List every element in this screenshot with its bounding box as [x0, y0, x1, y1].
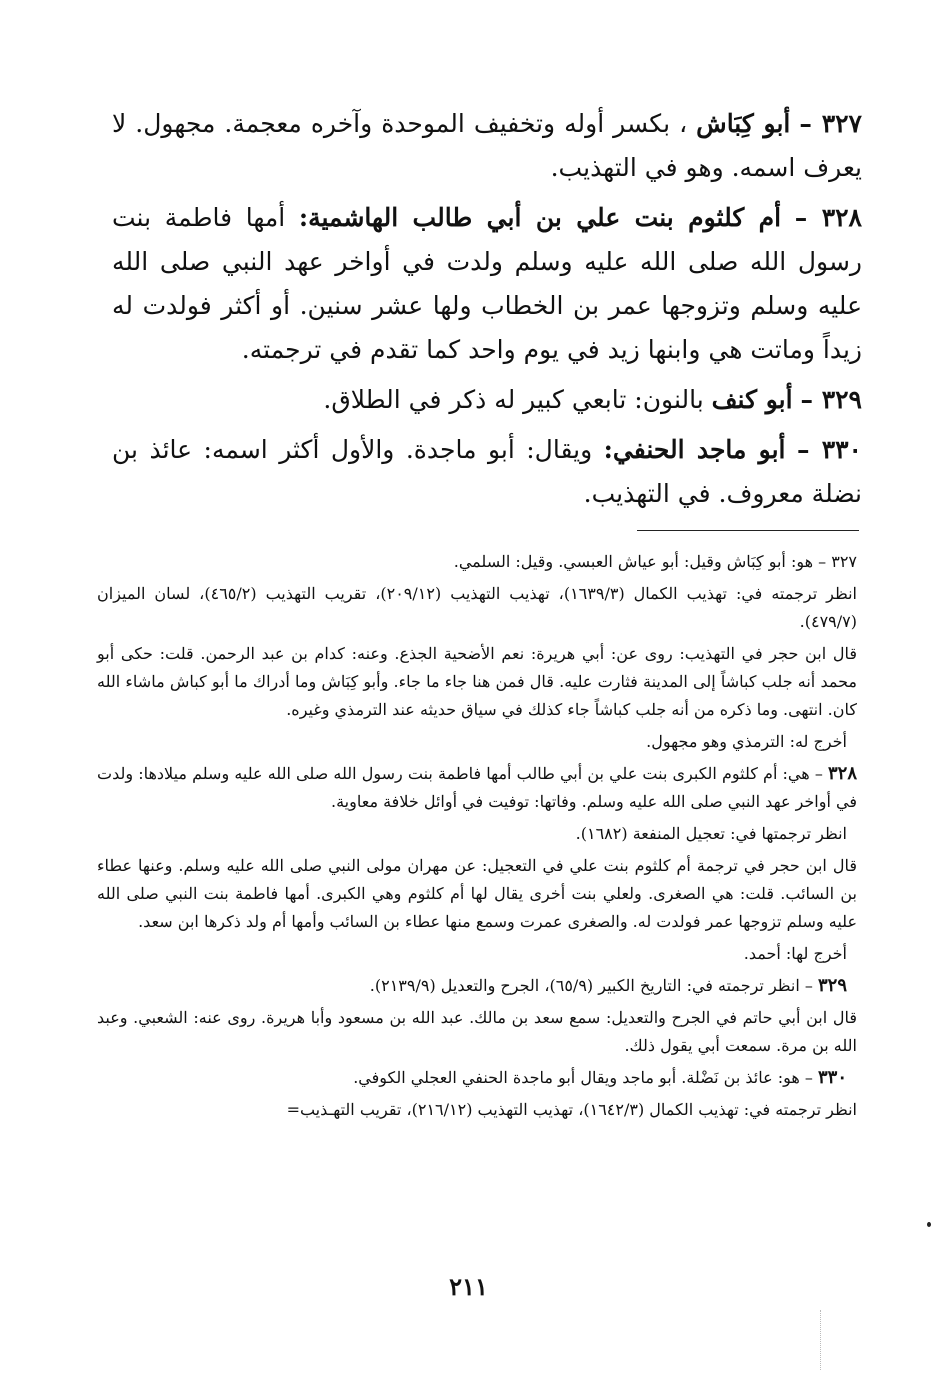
- footnote-327-takhrij: [97, 728, 857, 756]
- footnote-text: انظر ترجمتها في: تعجيل المنفعة (١٦٨٢).: [575, 824, 847, 843]
- footnote-327-title: [97, 548, 857, 576]
- main-text: [112, 102, 862, 522]
- entry-329: [112, 378, 862, 422]
- entry-text: بالنون: تابعي كبير له ذكر في الطلاق.: [323, 385, 704, 414]
- footnote-329-title: [97, 972, 857, 1000]
- entry-number: ٣٣٠ –: [796, 435, 862, 464]
- footnote-text: ٣٢٧ – هو: أبو كِبَاش وقيل: أبو عياش العبسي. وقيل: السلمي.: [453, 552, 857, 571]
- entry-name: أبو كنف: [711, 385, 793, 414]
- footnote-328-title: [97, 760, 857, 816]
- footnote-text: أخرج لها: أحمد.: [743, 944, 847, 963]
- footnote-328-quote: [97, 852, 857, 936]
- footnote-text: قال ابن حجر في التهذيب: روى عن: أبي هريرة: نعم الأضحية الجذع. وعنه: كدام بن عبد الرحمن. قلت: حكى أبو محمد أنه جلب كباشاً إلى المدينة فثارت عليه. قال فمن هنا جاء ما جاء. وأبو كِبَاش وما أدراك ما أبو كباش ماشاء الله كان. انتهى. وما ذكره من أنه جلب كباشاً جاء كذلك في سياق حديثه عند الترمذي وغيره.: [97, 644, 857, 719]
- footnote-text: – هو: عائذ بن نَضْلة. أبو ماجد ويقال أبو ماجدة الحنفي العجلي الكوفي.: [353, 1068, 813, 1087]
- entry-text: ، بكسر أوله وتخفيف الموحدة وآخره معجمة. مجهول. لا يعرف اسمه. وهو في التهذيب.: [112, 109, 862, 182]
- footnote-330-refs: [97, 1096, 857, 1124]
- footnote-text: أخرج له: الترمذي وهو مجهول.: [646, 732, 847, 751]
- footnote-text: – انظر ترجمته في: التاريخ الكبير (٦٥/٩)، الجرح والتعديل (٢١٣٩/٩).: [369, 976, 813, 995]
- entry-330: [112, 428, 862, 516]
- footnote-328-takhrij: [97, 940, 857, 968]
- entry-text: ويقال: أبو ماجدة. والأول أكثر اسمه: عائذ بن نضلة معروف. في التهذيب.: [112, 435, 862, 508]
- footnote-330-title: [97, 1064, 857, 1092]
- entry-number: ٣٢٩ –: [800, 385, 862, 414]
- scan-speck: [927, 1222, 931, 1227]
- footnote-text: انظر ترجمته في: تهذيب الكمال (١٦٤٢/٣)، تهذيب التهذيب (٢١٦/١٢)، تقريب التهـذيب=: [286, 1100, 857, 1119]
- entry-name: أم كلثوم بنت علي بن أبي طالب الهاشمية:: [298, 203, 782, 232]
- footnote-328-refs: [97, 820, 857, 848]
- footnote-number: ٣٢٩: [817, 975, 847, 996]
- footnote-327-quote: [97, 640, 857, 724]
- footnote-number: ٣٣٠: [817, 1067, 847, 1088]
- entry-327: [112, 102, 862, 190]
- entry-328: [112, 196, 862, 372]
- footnote-divider: [637, 530, 859, 531]
- footnotes: [97, 548, 857, 1128]
- entry-name: أبو ماجد الحنفي:: [603, 435, 786, 464]
- footnote-number: ٣٢٨: [827, 763, 857, 784]
- entry-number: ٣٢٨ –: [794, 203, 862, 232]
- entry-number: ٣٢٧ –: [799, 109, 862, 138]
- footnote-text: – هي: أم كلثوم الكبرى بنت علي بن أبي طالب أمها فاطمة بنت رسول الله صلى الله عليه وسلم ميلادها: ولدت في أواخر عهد النبي صلى الله عليه وسلم. وفاتها: توفيت في أوائل خلافة معاوية.: [97, 764, 857, 811]
- footnote-text: قال ابن حجر في ترجمة أم كلثوم بنت علي في التعجيل: عن مهران مولى النبي صلى الله عليه وسلم. وعنها عطاء بن السائب. قلت: هي الصغرى. ولعلي بنت أخرى يقال لها أم كلثوم وهي الكبرى. أمها فاطمة بنت النبي صلى الله عليه وسلم تزوجها عمر فولدت له. والصغرى عمرت وسمع منها عطاء بن السائب وأمها أم ولد ذكرها ابن سعد.: [97, 856, 858, 931]
- entry-text: أمها فاطمة بنت رسول الله صلى الله عليه وسلم ولدت في أواخر عهد النبي صلى الله عليه وسلم وتزوجها عمر بن الخطاب ولها عشر سنين. أو أكثر فولدت له زيداً وماتت هي وابنها زيد في يوم واحد كما تقدم في ترجمته.: [112, 203, 862, 364]
- footnote-327-refs: [97, 580, 857, 636]
- entry-name: أبو كِبَاش: [696, 109, 791, 138]
- footnote-text: قال ابن أبي حاتم في الجرح والتعديل: سمع سعد بن مالك. عبد الله بن مسعود وأبا هريرة. روى عنه: الشعبي. وعبد الله بن مرة. سمعت أبي يقول ذلك.: [97, 1008, 857, 1055]
- scan-edge-noise: [820, 1310, 823, 1370]
- page-number: ٢١١: [449, 1272, 488, 1301]
- footnote-329-quote: [97, 1004, 857, 1060]
- footnote-text: انظر ترجمته في: تهذيب الكمال (١٦٣٩/٣)، تهذيب التهذيب (٢٠٩/١٢)، تقريب التهذيب (٤٦٥/٢)، لسان الميزان (٤٧٩/٧).: [97, 584, 857, 631]
